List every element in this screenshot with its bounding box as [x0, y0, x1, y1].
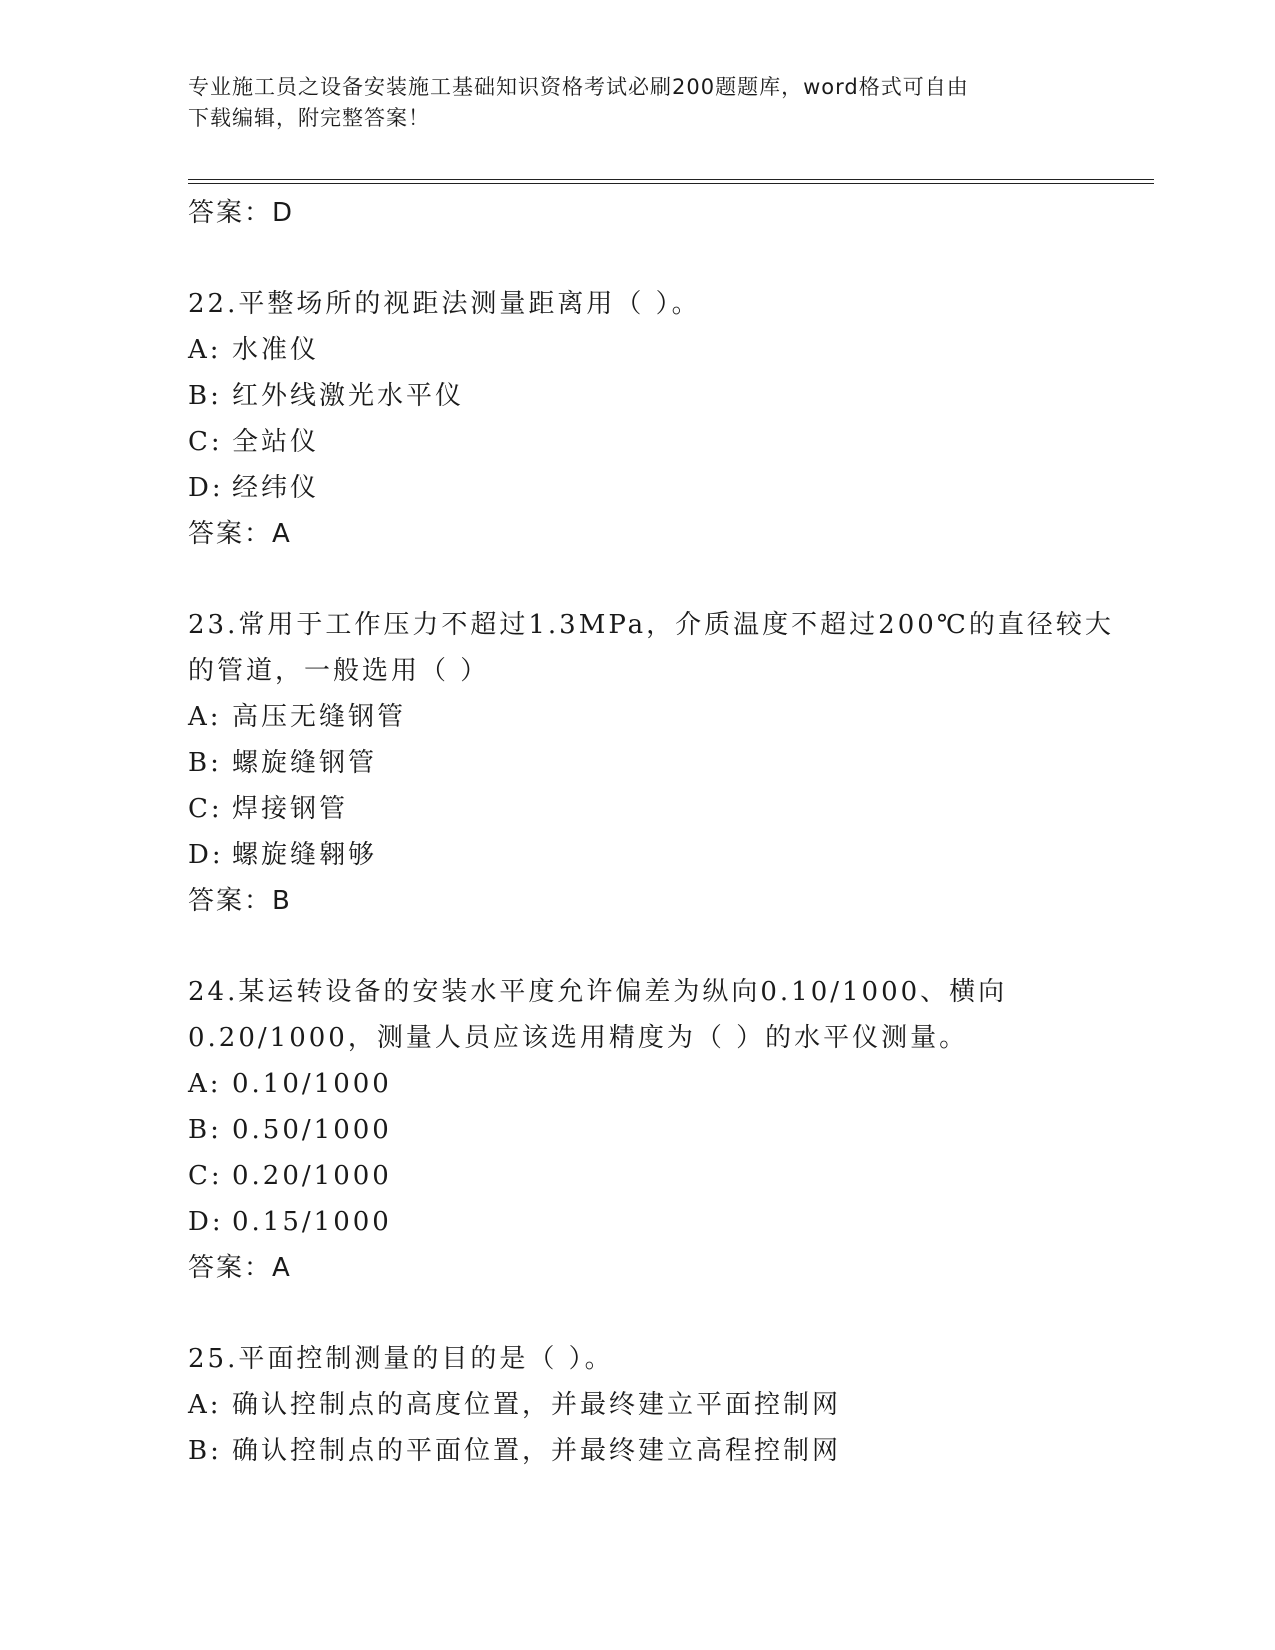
question-stem-continued: 的管道，一般选用（ ） — [188, 656, 490, 686]
question-25 — [188, 1336, 1088, 1474]
option-c: C: 全站仪 — [188, 427, 320, 457]
option-c: C: 0.20/1000 — [188, 1161, 392, 1191]
option-c: C: 焊接钢管 — [188, 794, 349, 824]
header-line-1: 专业施工员之设备安装施工基础知识资格考试必刷200题题库，word格式可自由 — [188, 75, 969, 99]
option-b: B: 红外线激光水平仪 — [188, 381, 465, 411]
option-d: D: 经纬仪 — [188, 473, 320, 503]
option-d: D: 0.15/1000 — [188, 1207, 392, 1237]
question-24 — [188, 969, 1088, 1291]
question-23 — [188, 602, 1114, 924]
option-b: B: 确认控制点的平面位置，并最终建立高程控制网 — [188, 1436, 842, 1466]
option-b: B: 螺旋缝钢管 — [188, 748, 378, 778]
option-a: A: 高压无缝钢管 — [188, 702, 407, 732]
option-a: A: 确认控制点的高度位置，并最终建立平面控制网 — [188, 1390, 842, 1420]
option-a: A: 水准仪 — [188, 335, 320, 365]
header-rule-bottom — [188, 183, 1154, 184]
answer-line: 答案：A — [188, 1253, 292, 1283]
document-header — [188, 72, 1068, 134]
question-stem-continued: 0.20/1000，测量人员应该选用精度为（ ）的水平仪测量。 — [188, 1023, 969, 1053]
question-stem: 23.常用于工作压力不超过1.3MPa，介质温度不超过200℃的直径较大 — [188, 610, 1114, 640]
question-stem: 24.某运转设备的安装水平度允许偏差为纵向0.10/1000、横向 — [188, 977, 1008, 1007]
header-rule-top — [188, 179, 1154, 180]
question-22 — [188, 281, 1088, 557]
header-line-2: 下载编辑，附完整答案！ — [188, 106, 430, 130]
answer-line: 答案：A — [188, 519, 292, 549]
previous-answer: 答案：D — [188, 198, 295, 228]
option-a: A: 0.10/1000 — [188, 1069, 392, 1099]
question-stem: 25.平面控制测量的目的是（ ）。 — [188, 1344, 614, 1374]
answer-line: 答案：B — [188, 886, 292, 916]
option-d: D: 螺旋缝翱够 — [188, 840, 378, 870]
question-list — [188, 190, 1114, 1474]
question-stem: 22.平整场所的视距法测量距离用（ ）。 — [188, 289, 701, 319]
option-b: B: 0.50/1000 — [188, 1115, 392, 1145]
